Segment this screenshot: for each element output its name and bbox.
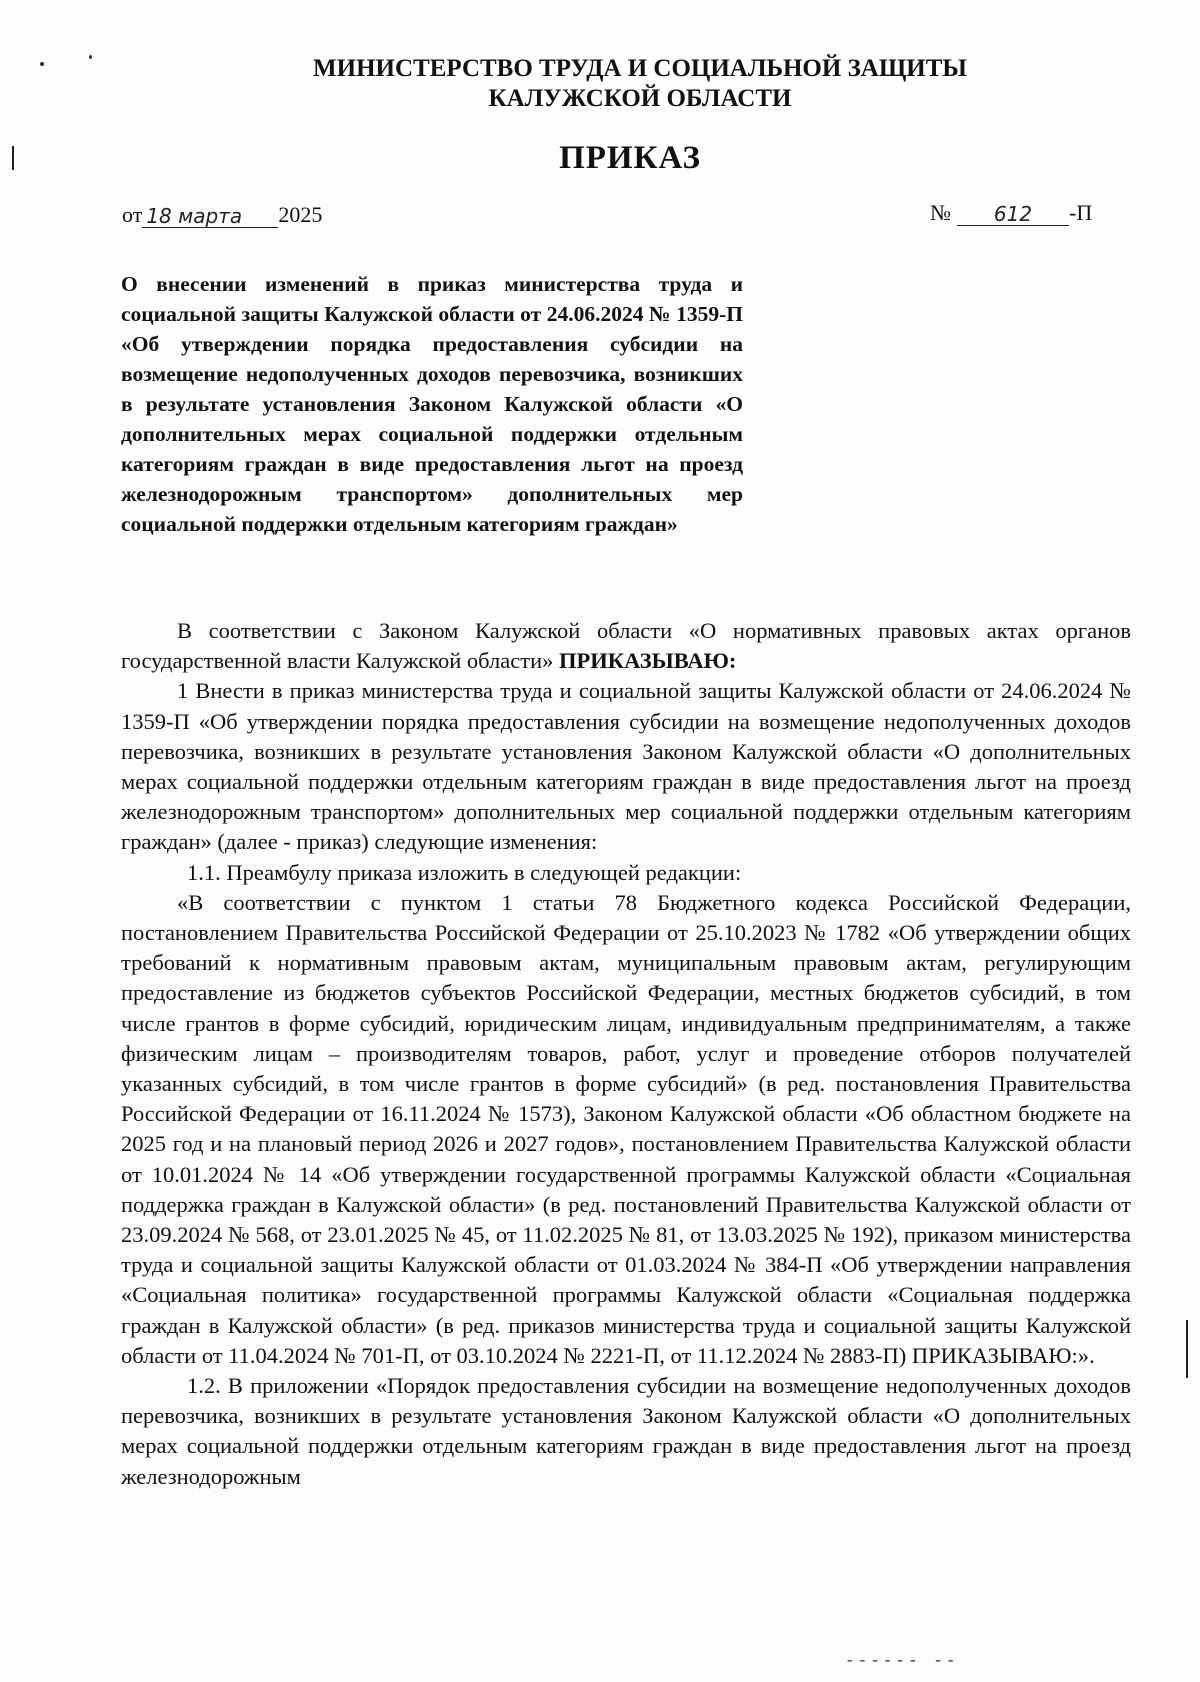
- order-body: [121, 616, 1131, 1492]
- item-1-1-paragraph: 1.1. Преамбулу приказа изложить в следующей редакции:: [187, 859, 742, 885]
- order-date: [122, 202, 322, 228]
- number-prefix: №: [930, 200, 951, 225]
- item-1-paragraph: 1 Внести в приказ министерства труда и социальной защиты Калужской области от 24.06.2024 № 1359-П «Об утверждении порядка предоставления субсидии на возмещение недополученных доходов перевозчика, возникших в результате установления Законом Калужской области «О дополнительных мерах социальной поддержки отдельным категориям граждан в виде предоставления льгот на проезд железнодорожным транспортом» дополнительных мер социальной поддержки отдельным категориям граждан» (далее - приказ) следующие изменения:: [121, 678, 1131, 855]
- order-subject: О внесении изменений в приказ министерства труда и социальной защиты Калужской области от 24.06.2024 № 1359-П «Об утверждении порядка предоставления субсидии на возмещение недополученных доходов перевозчика, возникших в результате установления Законом Калужской области «О дополнительных мерах социальной поддержки отдельным категориям граждан в виде предоставления льгот на проезд железнодорожным транспортом» дополнительных мер социальной поддержки отдельным категориям граждан»: [121, 272, 743, 536]
- scan-speck: [89, 55, 92, 59]
- footer-dashes: ------ --: [845, 1652, 959, 1670]
- ministry-header: [250, 54, 1030, 114]
- document-type-title: ПРИКАЗ: [559, 140, 701, 176]
- ministry-name-line2: КАЛУЖСКОЙ ОБЛАСТИ: [488, 85, 792, 112]
- scan-margin-mark: [1186, 1320, 1188, 1378]
- preamble-paragraph: [121, 616, 1131, 676]
- number-suffix: -П: [1069, 200, 1093, 225]
- scan-speck: [40, 62, 44, 66]
- quoted-preamble-paragraph: «В соответствии с пунктом 1 статьи 78 Бюджетного кодекса Российской Федерации, постановлением Правительства Российской Федерации от 25.10.2023 № 1782 «Об утверждении общих требований к нормативным правовым актам, муниципальным правовым актам, регулирующим предоставление из бюджетов субъектов Российской Федерации, местных бюджетов субсидий, в том числе грантов в форме субсидий, юридическим лицам, индивидуальным предпринимателям, а также физическим лицам – производителям товаров, работ, услуг и проведение отборов получателей указанных субсидий, в том числе грантов в форме субсидий» (в ред. постановления Правительства Российской Федерации от 16.11.2024 № 1573), Законом Калужской области «Об областном бюджете на 2025 год и на плановый период 2026 и 2027 годов», постановлением Правительства Калужской области от 10.01.2024 № 14 «Об утверждении государственной программы Калужской области «Социальная поддержка граждан в Калужской области» (в ред. постановлений Правительства Калужской области от 23.09.2024 № 568, от 23.01.2025 № 45, от 11.02.2025 № 81, от 13.03.2025 № 192), приказом министерства труда и социальной защиты Калужской области от 01.03.2024 № 384-П «Об утверждении направления «Социальная политика» государственной программы Калужской области «Социальная поддержка граждан в Калужской области» (в ред. приказов министерства труда и социальной защиты Калужской области от 11.04.2024 № 701-П, от 03.10.2024 № 2221-П, от 11.12.2024 № 2883-П) ПРИКАЗЫВАЮ:».: [121, 889, 1131, 1368]
- date-handwritten: 18 марта: [142, 205, 278, 228]
- order-number: [930, 200, 1092, 226]
- scan-margin-mark: [12, 146, 14, 170]
- number-handwritten: 612: [957, 203, 1069, 226]
- preamble-text: В соответствии с Законом Калужской области «О нормативных правовых актах органов государственной власти Калужской области»: [121, 618, 1131, 674]
- ministry-name-line1: МИНИСТЕРСТВО ТРУДА И СОЦИАЛЬНОЙ ЗАЩИТЫ: [313, 55, 967, 82]
- date-year: 2025: [278, 202, 323, 227]
- item-1-2-paragraph: 1.2. В приложении «Порядок предоставления субсидии на возмещение недополученных доходов перевозчика, возникших в результате установления Законом Калужской области «О дополнительных мерах социальной поддержки отдельным категориям граждан в виде предоставления льгот на проезд железнодорожным: [121, 1373, 1131, 1489]
- date-prefix: от: [122, 202, 143, 227]
- preamble-command: ПРИКАЗЫВАЮ:: [559, 648, 737, 674]
